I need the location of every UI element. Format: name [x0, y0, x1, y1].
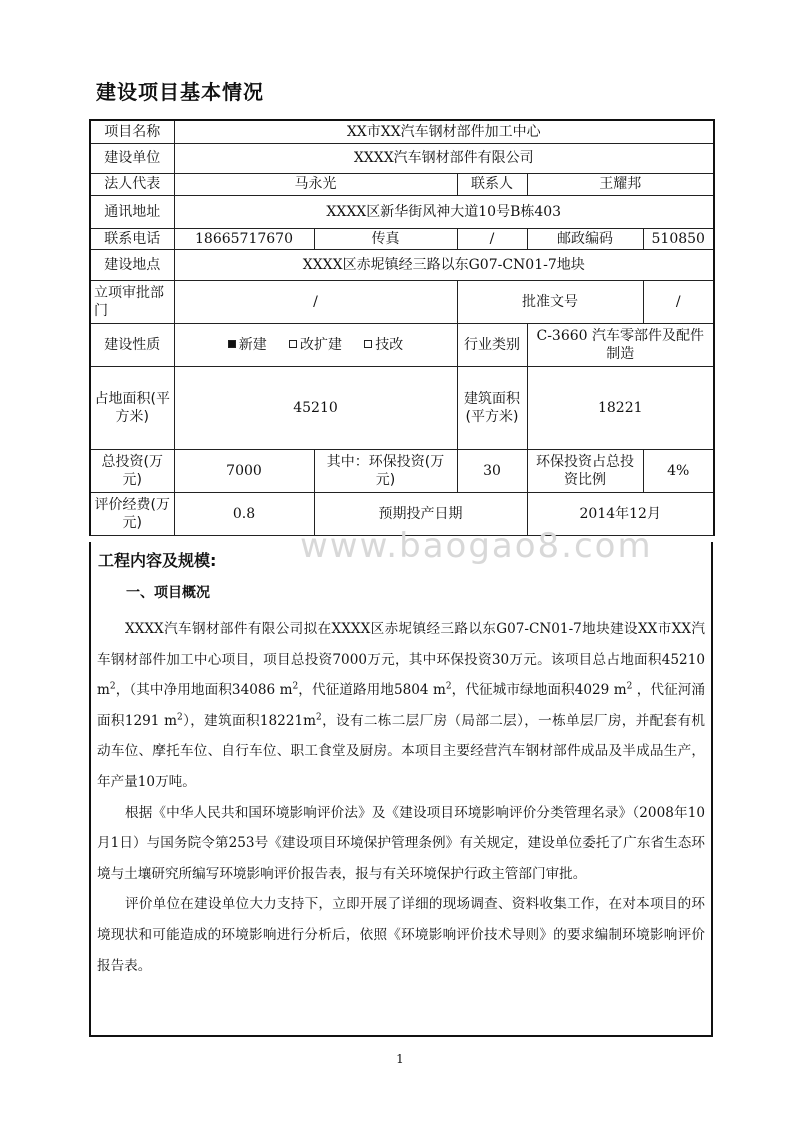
start-date-value: 2014年12月: [527, 492, 714, 535]
nature-option-new: 新建: [228, 337, 267, 353]
approval-doc-value: /: [643, 280, 714, 323]
nature-option-tech: 技改: [364, 337, 403, 353]
contact-value: 王耀邦: [527, 173, 714, 195]
page-title: 建设项目基本情况: [96, 80, 264, 104]
eval-fee-value: 0.8: [174, 492, 314, 535]
total-invest-label: 总投资(万元): [90, 449, 174, 492]
project-name-value: XX市XX汽车钢材部件加工中心: [174, 120, 714, 143]
env-invest-label: 其中：环保投资(万元): [314, 449, 457, 492]
unchecked-box-icon: [364, 340, 372, 348]
nature-options: [174, 323, 457, 366]
nature-label: 建设性质: [90, 323, 174, 366]
industry-label: 行业类别: [457, 323, 527, 366]
nature-option-expand: 改扩建: [289, 337, 342, 353]
subsection-title: 一、项目概况: [126, 585, 210, 601]
project-content-section: [89, 542, 713, 1037]
phone-value: 18665717670: [174, 228, 314, 249]
postcode-label: 邮政编码: [527, 228, 643, 249]
page-number: 1: [396, 1052, 404, 1066]
postcode-value: 510850: [643, 228, 714, 249]
paragraph-legal-basis: 根据《中华人民共和国环境影响评价法》及《建设项目环境影响评价分类管理名录》（2008年10月1日）与国务院令第253号《建设项目环境保护管理条例》有关规定，建设单位委托了广东省生态环境与土壤研究所编写环境影响评价报告表，报与有关环境保护行政主管部门审批。: [97, 804, 705, 882]
env-ratio-label: 环保投资占总投资比例: [527, 449, 643, 492]
address-value: XXXX区新华街风神大道10号B栋403: [174, 195, 714, 228]
total-invest-value: 7000: [174, 449, 314, 492]
fax-value: /: [457, 228, 527, 249]
start-date-label: 预期投产日期: [314, 492, 527, 535]
phone-label: 联系电话: [90, 228, 174, 249]
unchecked-box-icon: [289, 340, 297, 348]
paragraphs: [97, 614, 705, 981]
env-ratio-value: 4%: [643, 449, 714, 492]
approval-dept-label: 立项审批部门: [90, 280, 174, 323]
industry-value: C-3660 汽车零部件及配件制造: [527, 323, 714, 366]
legal-rep-label: 法人代表: [90, 173, 174, 195]
approval-dept-value: /: [174, 280, 457, 323]
project-info-table: [89, 119, 715, 536]
build-area-value: 18221: [527, 366, 714, 449]
fax-label: 传真: [314, 228, 457, 249]
env-invest-value: 30: [457, 449, 527, 492]
project-name-label: 项目名称: [90, 120, 174, 143]
site-value: XXXX区赤坭镇经三路以东G07-CN01-7地块: [174, 249, 714, 280]
land-area-label: 占地面积(平方米): [90, 366, 174, 449]
watermark: www.baogao8.com: [300, 526, 653, 566]
build-area-label: 建筑面积(平方米): [457, 366, 527, 449]
site-label: 建设地点: [90, 249, 174, 280]
legal-rep-value: 马永光: [174, 173, 457, 195]
section-title: 工程内容及规模:: [98, 551, 217, 570]
contact-label: 联系人: [457, 173, 527, 195]
paragraph-evaluation: 评价单位在建设单位大力支持下，立即开展了详细的现场调查、资料收集工作，在对本项目的环境现状和可能造成的环境影响进行分析后，依照《环境影响评价技术导则》的要求编制环境影响评价报告表。: [97, 896, 705, 974]
land-area-value: 45210: [174, 366, 457, 449]
approval-doc-label: 批准文号: [457, 280, 643, 323]
checked-box-icon: [228, 340, 236, 348]
address-label: 通讯地址: [90, 195, 174, 228]
builder-label: 建设单位: [90, 143, 174, 173]
builder-value: XXXX汽车钢材部件有限公司: [174, 143, 714, 173]
eval-fee-label: 评价经费(万元): [90, 492, 174, 535]
paragraph-overview: XXXX汽车钢材部件有限公司拟在XXXX区赤坭镇经三路以东G07-CN01-7地块建设XX市XX汽车钢材部件加工中心项目，项目总投资7000万元，其中环保投资30万元。该项目总占地面积45210 $m^2$，（其中净用地面积34086 $m^2$，代征道路用地5804 $m^2$，代征城市绿地面积4029 $m^2$ ，代征河涌面积1291 $m^2$），建筑面积$18221m^2$，设有二栋二层厂房（局部二层），一栋单层厂房，并配套有机动车位、摩托车位、自行车位、职工食堂及厨房。本项目主要经营汽车钢材部件成品及半成品生产，年产量10万吨。: [97, 621, 706, 790]
